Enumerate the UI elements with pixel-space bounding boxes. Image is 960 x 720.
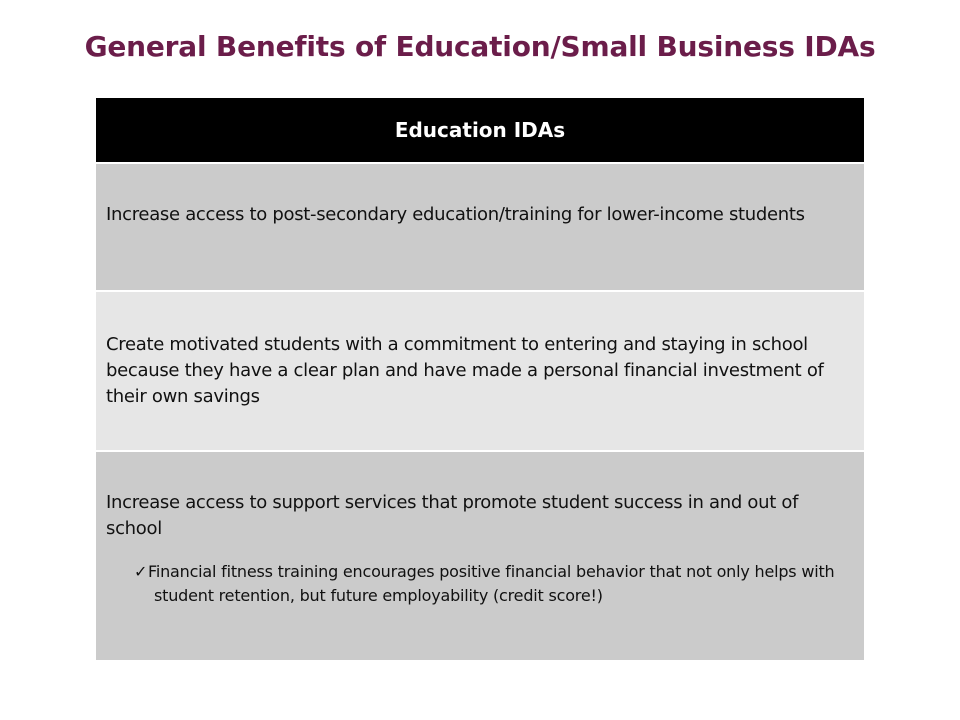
- table-header: Education IDAs: [96, 98, 864, 164]
- benefits-table: [96, 98, 864, 660]
- row-text: Increase access to post-secondary education/training for lower-income students: [106, 204, 805, 225]
- slide-title: General Benefits of Education/Small Business IDAs: [84, 30, 876, 63]
- row-text: Create motivated students with a commitment to entering and staying in school because they have a clear plan and have made a personal financial investment of their own savings: [106, 334, 824, 407]
- table-row: [96, 452, 864, 660]
- row-text: Increase access to support services that promote student success in and out of school: [106, 492, 799, 539]
- sub-bullet: [106, 560, 854, 608]
- table-row: [96, 164, 864, 292]
- table-row: [96, 292, 864, 452]
- sub-bullet-text: Financial fitness training encourages positive financial behavior that not only helps with student retention, but future employability (credit score!): [148, 562, 835, 605]
- checkmark-icon: ✓: [134, 562, 148, 581]
